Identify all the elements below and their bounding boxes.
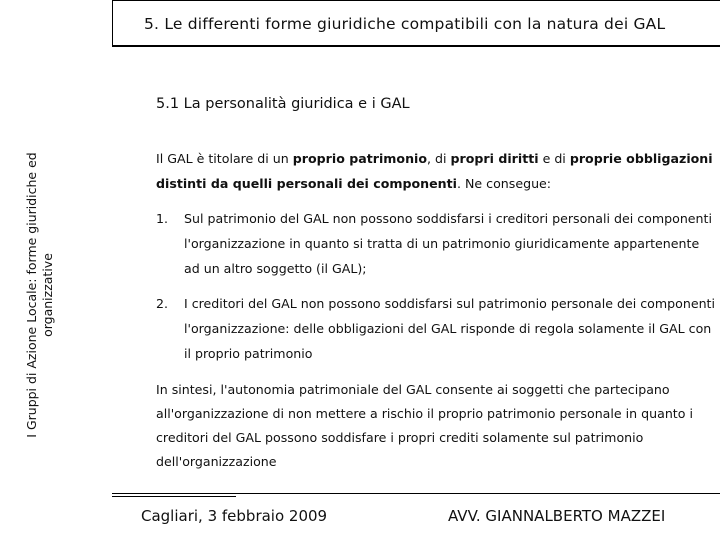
intro-text-4: . Ne consegue: [456, 176, 552, 191]
intro-paragraph [156, 146, 716, 196]
header-top-rule [112, 0, 720, 1]
list-item-text: I creditori del GAL non possono soddisfarsi sul patrimonio personale dei componenti l'organizzazione: delle obbligazioni del GAL risponde di regola solamente il GAL con il proprio patrimonio [184, 296, 715, 361]
header-rule [112, 45, 720, 47]
list-item-number: 1. [156, 211, 169, 226]
footer-rule [112, 493, 720, 494]
side-label-text [24, 120, 56, 470]
intro-bold-2: propri diritti [450, 151, 539, 166]
slide-title: 5. Le differenti forme giuridiche compatibili con la natura dei GAL [144, 15, 666, 33]
side-label-line2: organizzative [40, 253, 55, 337]
list-item [156, 206, 716, 281]
section-subtitle: 5.1 La personalità giuridica e i GAL [156, 96, 410, 112]
side-label [0, 120, 80, 470]
intro-bold-3: proprie obbligazioni distinti da quelli personali dei componenti [156, 151, 713, 191]
intro-bold-1: proprio patrimonio [292, 151, 428, 166]
intro-text-3: e di [538, 151, 570, 166]
side-label-line1: I Gruppi di Azione Locale: forme giuridiche ed [24, 152, 39, 438]
footer-place-date: Cagliari, 3 febbraio 2009 [141, 507, 328, 525]
list-item-number: 2. [156, 296, 169, 311]
intro-text-1: Il GAL è titolare di un [156, 151, 293, 166]
body-content [156, 146, 716, 474]
list-item-text: Sul patrimonio del GAL non possono soddisfarsi i creditori personali dei componenti l'organizzazione in quanto si tratta di un patrimonio giuridicamente appartenente ad un altro soggetto (il GAL); [184, 211, 712, 276]
intro-text-2: , di [427, 151, 451, 166]
summary-paragraph: In sintesi, l'autonomia patrimoniale del GAL consente ai soggetti che partecipano all'organizzazione di non mettere a rischio il proprio patrimonio personale in quanto i creditori del GAL possono soddisfare i propri crediti solamente sul patrimonio dell'organizzazione [156, 382, 693, 469]
footer-author: AVV. GIANNALBERTO MAZZEI [448, 507, 666, 525]
footer-rule-short [112, 496, 236, 497]
list-item [156, 291, 716, 366]
header-left-rule [112, 0, 113, 46]
